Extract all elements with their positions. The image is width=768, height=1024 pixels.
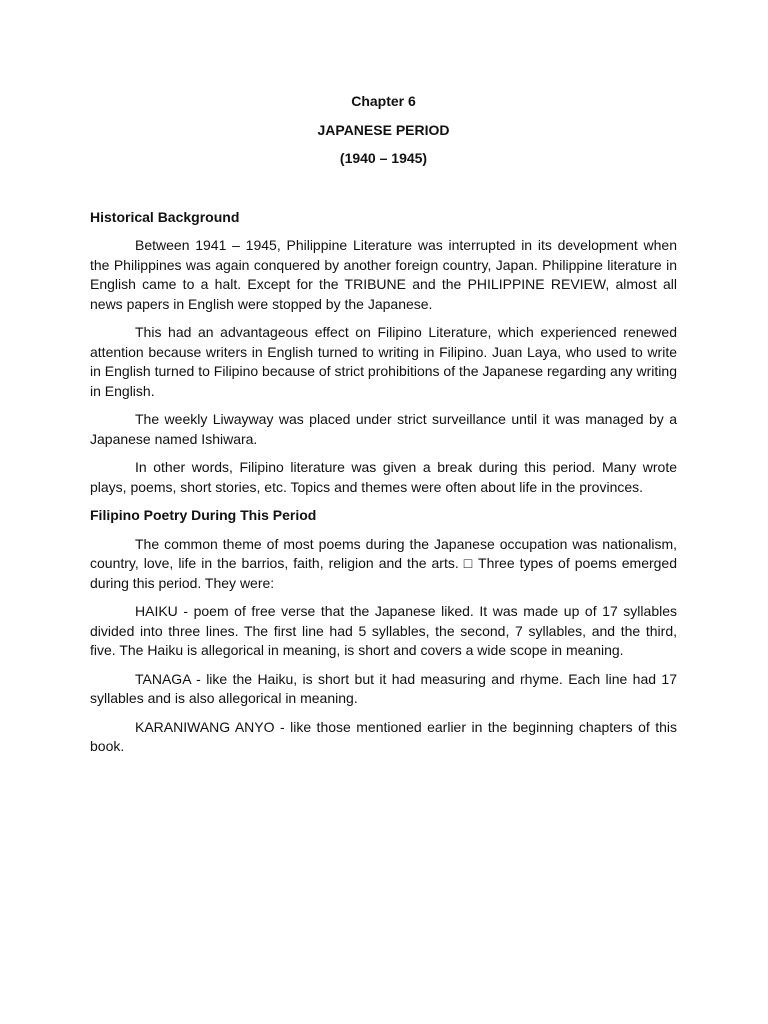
paragraph: HAIKU - poem of free verse that the Japanese liked. It was made up of 17 syllables divided into three lines. The first line had 5 syllables, the second, 7 syllables, and the third, five. The Haiku is allegorical in meaning, is short and covers a wide scope in meaning. (90, 603, 677, 658)
chapter-title: JAPANESE PERIOD (317, 121, 450, 138)
paragraph: In other words, Filipino literature was given a break during this period. Many wrote plays, poems, short stories, etc. Topics and themes were often about life in the provinces. (90, 459, 677, 495)
paragraph: The weekly Liwayway was placed under strict surveillance until it was managed by a Japanese named Ishiwara. (90, 411, 677, 447)
paragraph: TANAGA - like the Haiku, is short but it had measuring and rhyme. Each line had 17 syllables and is also allegorical in meaning. (90, 670, 677, 706)
section-heading-poetry: Filipino Poetry During This Period (90, 507, 317, 523)
chapter-years: (1940 – 1945) (339, 150, 428, 166)
paragraph: This had an advantageous effect on Filipino Literature, which experienced renewed attention because writers in English turned to writing in Filipino. Juan Laya, who used to write in English turned to Filipino because of strict prohibitions of the Japanese regarding any writing in English. (90, 324, 677, 399)
paragraph: The common theme of most poems during the Japanese occupation was nationalism, country, love, life in the barrios, faith, religion and the arts. □ Three types of poems emerged during this period. They were: (90, 535, 677, 591)
paragraph: Between 1941 – 1945, Philippine Literature was interrupted in its development when the Philippines was again conquered by another foreign country, Japan. Philippine literature in English came to a halt. Except for the TRIBUNE and the PHILIPPINE REVIEW, almost all news papers in English were stopped by the Japanese. (90, 237, 677, 312)
document-page (90, 92, 677, 766)
spacer (90, 178, 677, 208)
chapter-number: Chapter 6 (351, 93, 416, 109)
section-heading-historical: Historical Background (90, 208, 240, 225)
paragraph: KARANIWANG ANYO - like those mentioned earlier in the beginning chapters of this book. (90, 718, 677, 754)
